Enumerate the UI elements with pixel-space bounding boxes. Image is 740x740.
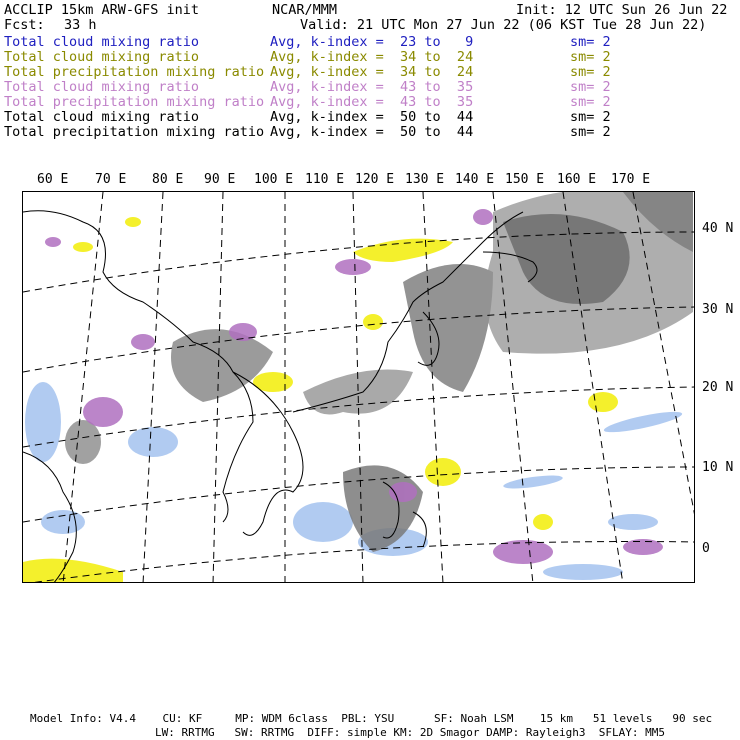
title: ACCLIP 15km ARW-GFS init: [4, 2, 200, 18]
field-smoothing: sm= 2: [570, 64, 611, 80]
longitude-label: 160 E: [557, 172, 597, 187]
longitude-label: 60 E: [37, 172, 69, 187]
field-smoothing: sm= 2: [570, 79, 611, 95]
field-name: Total cloud mixing ratio: [4, 49, 200, 65]
footer-model-info: Model Info: V4.4 CU: KF MP: WDM 6class PBL: YSU SF: Noah LSM 15 km 51 levels 90 sec: [30, 712, 713, 725]
field-name: Total precipitation mixing ratio: [4, 64, 265, 80]
field-name: Total precipitation mixing ratio: [4, 124, 265, 140]
field-avg-range: Avg, k-index = 34 to 24: [270, 64, 474, 80]
field-avg-range: Avg, k-index = 23 to 9: [270, 34, 474, 50]
center-name: NCAR/MMM: [272, 2, 338, 18]
field-avg-range: Avg, k-index = 50 to 44: [270, 109, 474, 125]
longitude-label: 170 E: [611, 172, 651, 187]
field-smoothing: sm= 2: [570, 34, 611, 50]
field-smoothing: sm= 2: [570, 109, 611, 125]
field-name: Total cloud mixing ratio: [4, 34, 200, 50]
field-avg-range: Avg, k-index = 50 to 44: [270, 124, 474, 140]
latitude-label: 0: [702, 541, 710, 556]
field-name: Total cloud mixing ratio: [4, 109, 200, 125]
longitude-label: 110 E: [305, 172, 345, 187]
latitude-label: 30 N: [702, 302, 734, 317]
init-time: Init: 12 UTC Sun 26 Jun 22: [516, 2, 728, 18]
latitude-label: 40 N: [702, 221, 734, 236]
map-panel: [22, 191, 695, 583]
field-smoothing: sm= 2: [570, 49, 611, 65]
field-avg-range: Avg, k-index = 43 to 35: [270, 94, 474, 110]
longitude-label: 120 E: [355, 172, 395, 187]
longitude-label: 80 E: [152, 172, 184, 187]
latitude-label: 20 N: [702, 380, 734, 395]
field-name: Total precipitation mixing ratio: [4, 94, 265, 110]
valid-time: Valid: 21 UTC Mon 27 Jun 22 (06 KST Tue 28 Jun 22): [300, 17, 707, 33]
longitude-label: 100 E: [254, 172, 294, 187]
field-smoothing: sm= 2: [570, 124, 611, 140]
field-avg-range: Avg, k-index = 34 to 24: [270, 49, 474, 65]
footer-physics: LW: RRTMG SW: RRTMG DIFF: simple KM: 2D Smagor DAMP: Rayleigh3 SFLAY: MM5: [155, 726, 665, 739]
latitude-label: 10 N: [702, 460, 734, 475]
fcst-label: Fcst:: [4, 17, 45, 33]
map-canvas: [23, 192, 695, 583]
longitude-label: 130 E: [405, 172, 445, 187]
longitude-label: 70 E: [95, 172, 127, 187]
fcst-value: 33 h: [64, 17, 97, 33]
field-name: Total cloud mixing ratio: [4, 79, 200, 95]
longitude-label: 140 E: [455, 172, 495, 187]
longitude-label: 90 E: [204, 172, 236, 187]
field-smoothing: sm= 2: [570, 94, 611, 110]
longitude-label: 150 E: [505, 172, 545, 187]
field-avg-range: Avg, k-index = 43 to 35: [270, 79, 474, 95]
